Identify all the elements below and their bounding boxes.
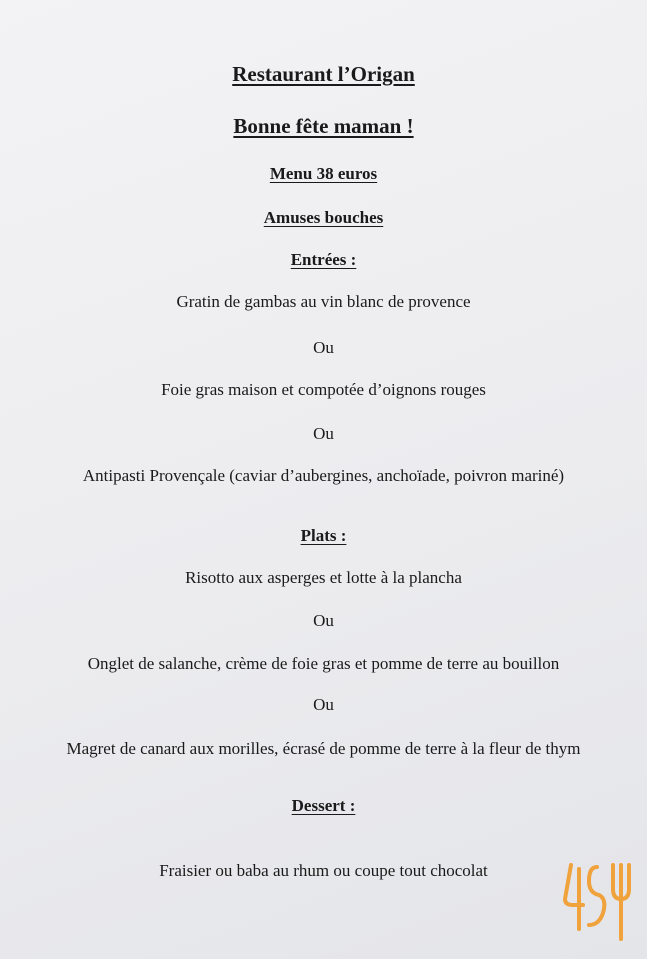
plat-option: Magret de canard aux morilles, écrasé de pomme de terre à la fleur de thym [66, 739, 581, 758]
dessert-option: Fraisier ou baba au rhum ou coupe tout chocolat [159, 861, 488, 880]
entrees-heading: Entrées : [290, 250, 357, 269]
entree-option: Gratin de gambas au vin blanc de provence [176, 292, 471, 311]
or-separator: Ou [313, 338, 334, 357]
occasion-title: Bonne fête maman ! [233, 114, 414, 138]
entree-option: Foie gras maison et compotée d’oignons rouges [161, 380, 486, 399]
or-separator: Ou [313, 424, 334, 443]
plat-option: Onglet de salanche, crème de foie gras et pomme de terre au bouillon [87, 654, 560, 673]
plats-heading: Plats : [300, 526, 347, 545]
menu-price: Menu 38 euros [269, 164, 378, 183]
or-separator: Ou [313, 611, 334, 630]
restaurant-name: Restaurant l’Origan [232, 62, 415, 86]
amuses-bouches-heading: Amuses bouches [263, 208, 384, 227]
or-separator: Ou [313, 695, 334, 714]
fork-watermark-logo-icon [559, 859, 633, 945]
plat-option: Risotto aux asperges et lotte à la plancha [185, 568, 462, 587]
dessert-heading: Dessert : [291, 796, 356, 815]
entree-option: Antipasti Provençale (caviar d’aubergines, anchoïade, poivron mariné) [82, 466, 565, 485]
